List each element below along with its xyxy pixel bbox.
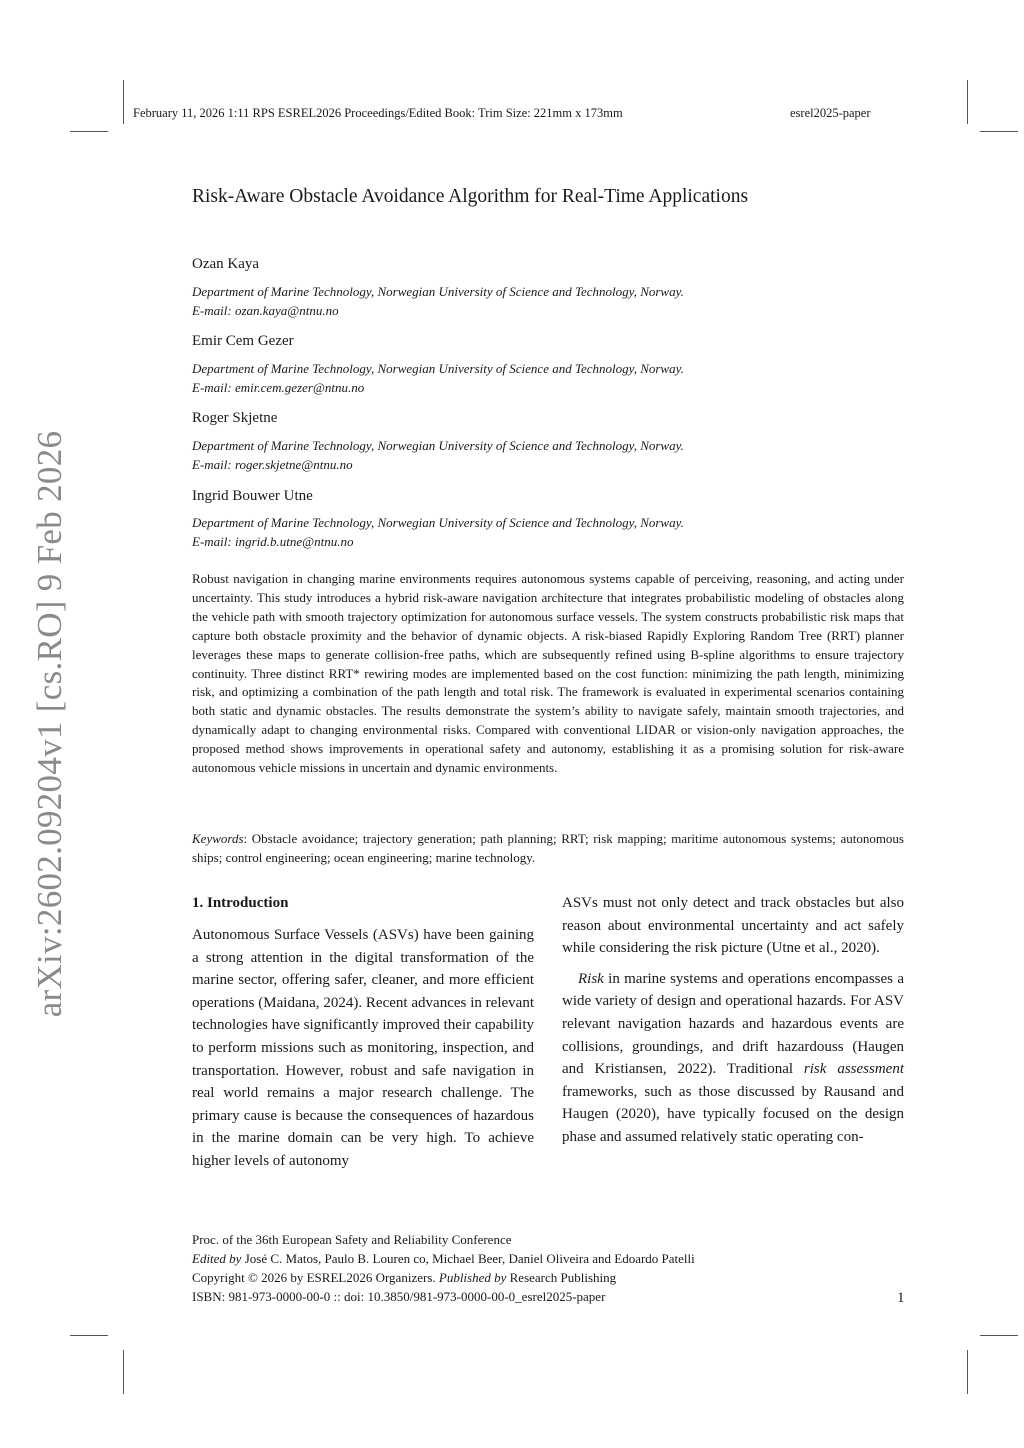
emphasis-risk-assessment: risk assessment xyxy=(803,1061,904,1078)
body-paragraph: ASVs must not only detect and track obstacles but also reason about environmental uncertainty and act safely while considering the risk picture (Utne et al., 2020). xyxy=(562,895,904,957)
body-column-left xyxy=(192,892,534,1173)
proceedings-footer xyxy=(192,1230,695,1306)
crop-mark xyxy=(967,80,968,124)
author-email: E-mail: roger.skjetne@ntnu.no xyxy=(192,457,353,472)
paragraph-text: frameworks, such as those discussed by Rausand and Haugen (2020), have typically focused on the design phase and assumed relatively static operating con- xyxy=(562,1083,904,1145)
crop-mark xyxy=(967,1350,968,1394)
keywords-label: Keywords xyxy=(192,831,244,846)
keywords-text: : Obstacle avoidance; trajectory generation; path planning; RRT; risk mapping; maritime autonomous systems; autonomous ships; control engineering; ocean engineering; marine technology. xyxy=(192,831,904,865)
author-affiliation xyxy=(192,436,684,474)
abstract: Robust navigation in changing marine environments requires autonomous systems capable of perceiving, reasoning, and acting under uncertainty. This study introduces a hybrid risk-aware navigation architecture that integrates probabilistic modeling of obstacles along the vehicle path with smooth trajectory optimization for autonomous surface vessels. The system constructs probabilistic risk maps that capture both obstacle proximity and the behavior of dynamic objects. A risk-biased Rapidly Exploring Random Tree (RRT) planner leverages these maps to generate collision-free paths, which are subsequently refined using B-spline algorithms to ensure trajectory continuity. Three distinct RRT* rewiring modes are implemented based on the cost function: minimizing the path length, minimizing risk, and optimizing a combination of the path length and total risk. The framework is evaluated in experimental scenarios containing both static and dynamic obstacles. The results demonstrate the system’s ability to navigate safely, maintain smooth trajectories, and dynamically adapt to changing environmental risks. Compared with conventional LIDAR or vision-only navigation approaches, the proposed method shows improvements in operational safety and autonomy, establishing it as a promising solution for risk-aware autonomous vehicle missions in uncertain and dynamic environments. xyxy=(192,571,904,776)
footer-line: Proc. of the 36th European Safety and Reliability Conference xyxy=(192,1232,512,1247)
paper-title: Risk-Aware Obstacle Avoidance Algorithm for Real-Time Applications xyxy=(192,186,749,207)
author-name: Ingrid Bouwer Utne xyxy=(192,488,313,504)
affiliation-text: Department of Marine Technology, Norwegian University of Science and Technology, Norway. xyxy=(192,361,684,376)
emphasis-risk: Risk xyxy=(578,970,604,987)
author-email: E-mail: emir.cem.gezer@ntnu.no xyxy=(192,380,365,395)
affiliation-text: Department of Marine Technology, Norwegian University of Science and Technology, Norway. xyxy=(192,438,684,453)
publisher: Research Publishing xyxy=(506,1270,617,1285)
footer-line xyxy=(192,1268,695,1287)
crop-mark xyxy=(123,1350,124,1394)
author-email: E-mail: ingrid.b.utne@ntnu.no xyxy=(192,534,354,549)
crop-mark xyxy=(123,80,124,124)
paragraph-text: in marine systems and operations encompasses a wide variety of design and operational hazards. For ASV relevant navigation hazards and hazardous events are collisions, groundings, and drift hazardouss (Haugen and Kristiansen, 2022). Traditional xyxy=(562,970,904,1078)
author-affiliation xyxy=(192,359,684,397)
footer-line xyxy=(192,1249,695,1268)
running-head-left: February 11, 2026 1:11 RPS ESREL2026 Proceedings/Edited Book: Trim Size: 221mm x 173mm xyxy=(133,106,623,120)
author-name: Roger Skjetne xyxy=(192,410,278,426)
body-paragraph xyxy=(562,968,904,1149)
author-name: Emir Cem Gezer xyxy=(192,333,294,349)
section-heading: 1. Introduction xyxy=(192,895,289,911)
affiliation-text: Department of Marine Technology, Norwegian University of Science and Technology, Norway. xyxy=(192,284,684,299)
keywords xyxy=(192,830,904,868)
page-number: 1 xyxy=(897,1290,905,1306)
footer-line: ISBN: 981-973-0000-00-0 :: doi: 10.3850/981-973-0000-00-0_esrel2025-paper xyxy=(192,1289,606,1304)
crop-mark xyxy=(980,1335,1018,1336)
author-email: E-mail: ozan.kaya@ntnu.no xyxy=(192,303,339,318)
crop-mark xyxy=(70,131,108,132)
crop-mark xyxy=(70,1335,108,1336)
running-head-right: esrel2025-paper xyxy=(790,106,871,120)
author-name: Ozan Kaya xyxy=(192,256,260,272)
arxiv-stamp: arXiv:2602.09204v1 [cs.RO] 9 Feb 2026 xyxy=(30,430,69,1018)
author-affiliation xyxy=(192,513,684,551)
body-paragraph: Autonomous Surface Vessels (ASVs) have been gaining a strong attention in the digital transformation of the marine sector, offering safer, cleaner, and more efficient operations (Maidana, 2024). Recent advances in relevant technologies have significantly improved their capability to perform missions such as monitoring, inspection, and transportation. However, robust and safe navigation in real world remains a major research challenge. The primary cause is because the consequences of hazardous in the marine domain can be very high. To achieve higher levels of autonomy xyxy=(192,927,534,1169)
body-column-right xyxy=(562,892,904,1149)
edited-by-label: Edited by xyxy=(192,1251,242,1266)
copyright: Copyright © 2026 by ESREL2026 Organizers. xyxy=(192,1270,439,1285)
author-affiliation xyxy=(192,282,684,320)
affiliation-text: Department of Marine Technology, Norwegian University of Science and Technology, Norway. xyxy=(192,515,684,530)
editors: José C. Matos, Paulo B. Louren co, Michael Beer, Daniel Oliveira and Edoardo Patelli xyxy=(241,1251,695,1266)
crop-mark xyxy=(980,131,1018,132)
published-by-label: Published by xyxy=(438,1270,507,1285)
